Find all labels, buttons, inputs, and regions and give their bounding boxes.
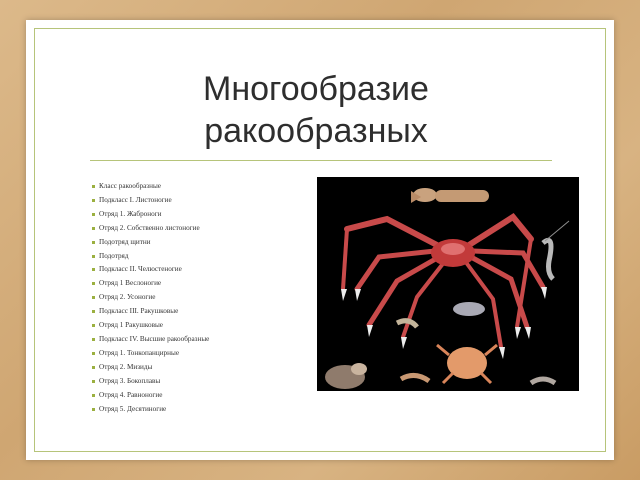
list-item: Отряд 2. Собственно листоногие: [92, 222, 302, 236]
isopod: [453, 302, 485, 316]
list-item: Отряд 2. Мизиды: [92, 361, 302, 375]
title-line-2: ракообразных: [204, 112, 428, 150]
list-item: Отряд 5. Десятиногие: [92, 403, 302, 417]
spider-crab-highlight: [441, 243, 465, 255]
slide: [26, 20, 614, 460]
title-line-1: Многообразие: [203, 70, 429, 108]
list-item: Подкласс III. Ракушковые: [92, 305, 302, 319]
list-item: Класс ракообразные: [92, 180, 302, 194]
crustaceans-collage-image: [317, 177, 579, 391]
list-item: Отряд 1 Веслоногие: [92, 277, 302, 291]
lobster-top: [411, 188, 489, 203]
list-item: Отряд 1. Жаброноги: [92, 208, 302, 222]
list-item: Отряд 3. Бокоплавы: [92, 375, 302, 389]
list-item: Подкласс IV. Высшие ракообразные: [92, 333, 302, 347]
list-item: Подкласс II. Челюстеногие: [92, 263, 302, 277]
title-divider: [90, 160, 552, 161]
list-item: Подотряд щитни: [92, 236, 302, 250]
list-item: Отряд 1. Тонкопанцирные: [92, 347, 302, 361]
list-item: Подотряд: [92, 250, 302, 264]
list-item: Подкласс I. Листоногие: [92, 194, 302, 208]
list-item: Отряд 1 Ракушковые: [92, 319, 302, 333]
list-item: Отряд 2. Усоногие: [92, 291, 302, 305]
crustaceans-photo: [317, 177, 579, 391]
slide-title: [86, 68, 546, 152]
taxonomy-list: [92, 180, 302, 416]
list-item: Отряд 4. Равноногие: [92, 389, 302, 403]
